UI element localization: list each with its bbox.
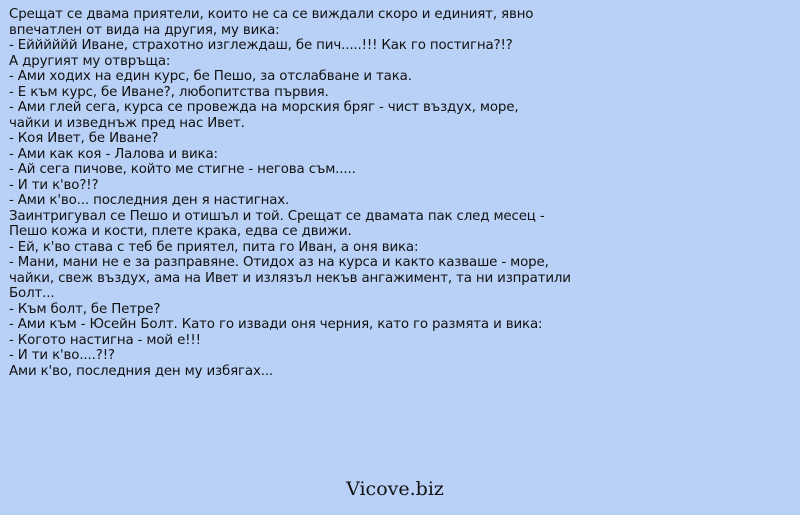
joke-line: - Ей, к'во става с теб бе приятел, пита го Иван, а оня вика: <box>9 239 419 255</box>
joke-line: - Ами към - Юсейн Болт. Като го извади оня черния, като го размята и вика: <box>9 317 543 332</box>
joke-line: - Ами как коя - Лалова и вика: <box>9 146 218 162</box>
joke-text <box>9 7 594 379</box>
joke-line: Пешо кожа и кости, плете крака, едва се движи. <box>9 224 352 239</box>
joke-line: - Ами ходих на един курс, бе Пешо, за отслабване и така. <box>9 69 412 84</box>
joke-line: - Ами глей сега, курса се провежда на морския бряг - чист въздух, море, <box>9 100 519 115</box>
joke-line: - Мани, мани не е за разправяне. Отидох аз на курса и както казваше - море, <box>9 255 549 270</box>
joke-line: - Ейййййй Иване, страхотно изглеждаш, бе пич.....!!! Как го постигна?!? <box>9 38 513 53</box>
joke-line: - Ай сега пичове, който ме стигне - негова съм..... <box>9 162 356 177</box>
joke-line: - Към болт, бе Петре? <box>9 301 161 317</box>
joke-line: впечатлен от вида на другия, му вика: <box>9 22 280 38</box>
joke-line: Ами к'во, последния ден му избягах... <box>9 363 274 379</box>
joke-line: - Когото настигна - мой е!!! <box>9 332 201 348</box>
joke-line: чайки и изведнъж пред нас Ивет. <box>9 115 245 131</box>
joke-line: чайки, свеж въздух, ама на Ивет и излязъл некъв ангажимент, та ни изпратили <box>9 270 571 286</box>
site-name: Vicove.biz <box>346 478 444 500</box>
joke-line: Срещат се двама приятели, които не са се виждали скоро и единият, явно <box>9 7 534 22</box>
joke-line: - И ти к'во....?!? <box>9 348 115 363</box>
joke-line: Болт... <box>9 286 55 301</box>
joke-line: Заинтригувал се Пешо и отишъл и той. Срещат се двамата пак след месец - <box>9 208 545 224</box>
joke-line: - И ти к'во?!? <box>9 177 99 193</box>
joke-line: А другият му отвръща: <box>9 53 171 69</box>
joke-line: - Коя Ивет, бе Иване? <box>9 131 159 146</box>
joke-line: - Е към курс, бе Иване?, любопитства първия. <box>9 84 329 100</box>
joke-line: - Ами к'во... последния ден я настигнах. <box>9 193 290 208</box>
